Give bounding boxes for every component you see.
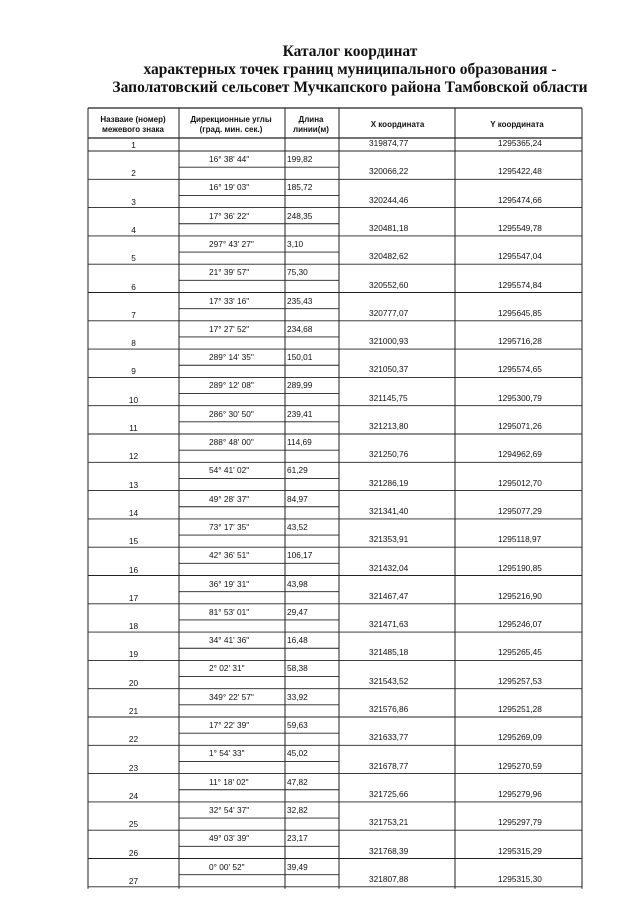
y-coordinate: 1295257,53 xyxy=(498,675,542,686)
x-coordinate: 321000,93 xyxy=(369,336,409,347)
point-number: 1 xyxy=(131,140,136,150)
line-length: 235,43 xyxy=(287,295,313,306)
x-coordinate: 321807,88 xyxy=(369,873,409,884)
x-coordinate: 321286,19 xyxy=(369,477,409,488)
direction-angle: 288° 48' 00" xyxy=(209,437,254,447)
line-length: 16,48 xyxy=(287,635,308,646)
x-coordinate: 320066,22 xyxy=(369,166,409,177)
direction-angle: 16° 19' 03" xyxy=(209,182,250,193)
y-coordinate: 1295071,26 xyxy=(498,421,542,431)
point-number: 9 xyxy=(131,366,136,377)
point-number: 23 xyxy=(128,762,139,773)
x-coordinate: 320482,62 xyxy=(369,251,409,262)
y-coordinate: 1295549,78 xyxy=(498,222,542,233)
point-number: 10 xyxy=(128,394,139,405)
direction-angle: 17° 22' 39" xyxy=(209,720,250,730)
x-coordinate: 321353,91 xyxy=(369,534,409,545)
x-coordinate: 321768,39 xyxy=(369,845,409,856)
x-coordinate: 321543,52 xyxy=(369,675,409,686)
point-number: 22 xyxy=(128,734,139,745)
direction-angle: 1° 54' 33" xyxy=(209,748,245,759)
y-coordinate: 1295216,90 xyxy=(498,590,542,601)
line-length: 45,02 xyxy=(287,748,308,759)
point-number: 8 xyxy=(131,338,136,349)
point-number: 12 xyxy=(128,451,139,462)
x-coordinate: 321213,80 xyxy=(369,421,409,431)
line-length: 199,82 xyxy=(287,154,313,164)
x-coordinate: 320244,46 xyxy=(369,194,409,205)
direction-angle: 17° 36' 22" xyxy=(209,210,250,221)
direction-angle: 2° 02' 31" xyxy=(209,663,245,674)
x-coordinate: 321432,04 xyxy=(369,562,409,573)
x-coordinate: 321633,77 xyxy=(369,732,409,743)
line-length: 23,17 xyxy=(287,833,308,844)
y-coordinate: 1295279,96 xyxy=(498,788,542,799)
direction-angle: 289° 14' 35" xyxy=(209,352,254,363)
y-coordinate: 1295315,30 xyxy=(498,873,542,884)
direction-angle: 16° 38' 44" xyxy=(209,154,250,164)
line-length: 43,52 xyxy=(287,521,308,532)
point-number: 20 xyxy=(128,677,139,688)
x-coordinate: 321250,76 xyxy=(369,449,409,460)
header-length: Длина линии(м) xyxy=(293,115,329,134)
x-coordinate: 319874,77 xyxy=(369,138,409,148)
line-length: 58,38 xyxy=(287,663,308,674)
point-number: 17 xyxy=(128,592,139,603)
point-number: 24 xyxy=(128,790,139,801)
y-coordinate: 1295300,79 xyxy=(498,392,542,403)
line-length: 289,99 xyxy=(287,380,313,391)
point-number: 11 xyxy=(129,423,138,433)
y-coordinate: 1295574,84 xyxy=(498,279,542,290)
point-number: 3 xyxy=(131,196,136,207)
x-coordinate: 321467,47 xyxy=(369,590,409,601)
direction-angle: 21° 39' 57" xyxy=(209,267,250,278)
direction-angle: 81° 53' 01" xyxy=(209,606,250,617)
x-coordinate: 321753,21 xyxy=(369,817,409,828)
x-coordinate: 320552,60 xyxy=(369,279,409,290)
line-length: 84,97 xyxy=(287,493,308,504)
point-number: 21 xyxy=(128,706,139,716)
x-coordinate: 321678,77 xyxy=(369,760,409,771)
x-coordinate: 321471,63 xyxy=(369,619,409,630)
line-length: 106,17 xyxy=(287,550,313,561)
line-length: 234,68 xyxy=(287,323,313,334)
y-coordinate: 1295251,28 xyxy=(498,704,542,714)
x-coordinate: 321576,86 xyxy=(369,704,409,714)
line-length: 47,82 xyxy=(287,776,308,787)
direction-angle: 286° 30' 50" xyxy=(209,408,254,419)
header-x: X координата xyxy=(370,120,425,129)
header-name: Назваие (номер) межевого знака xyxy=(100,115,166,134)
y-coordinate: 1295645,85 xyxy=(498,307,542,318)
line-length: 114,69 xyxy=(287,437,312,447)
y-coordinate: 1295422,48 xyxy=(498,166,542,177)
x-coordinate: 320481,18 xyxy=(369,222,409,233)
y-coordinate: 1295547,04 xyxy=(498,251,542,262)
line-length: 3,10 xyxy=(287,238,304,249)
y-coordinate: 1295190,85 xyxy=(498,562,542,573)
line-length: 248,35 xyxy=(287,210,313,221)
x-coordinate: 321341,40 xyxy=(369,505,409,516)
line-length: 150,01 xyxy=(287,352,313,363)
line-length: 32,82 xyxy=(287,804,308,815)
direction-angle: 54° 41' 02" xyxy=(209,465,250,476)
line-length: 43,98 xyxy=(287,578,308,589)
catalog-title: Каталог координат xyxy=(282,43,418,60)
direction-angle: 36° 19' 31" xyxy=(209,578,250,589)
x-coordinate: 321050,37 xyxy=(369,364,409,375)
y-coordinate: 1295297,79 xyxy=(498,817,542,828)
header-y: Y координата xyxy=(490,120,544,129)
direction-angle: 17° 27' 52" xyxy=(209,323,250,334)
x-coordinate: 320777,07 xyxy=(369,307,409,318)
y-coordinate: 1294962,69 xyxy=(498,449,542,460)
point-number: 25 xyxy=(128,819,139,830)
line-length: 39,49 xyxy=(287,861,308,872)
direction-angle: 42° 36' 51" xyxy=(209,550,250,561)
point-number: 6 xyxy=(131,281,136,292)
point-number: 14 xyxy=(128,507,139,518)
direction-angle: 32° 54' 37" xyxy=(209,804,250,815)
point-number: 7 xyxy=(131,309,136,320)
point-number: 15 xyxy=(128,536,139,547)
line-length: 185,72 xyxy=(287,182,313,193)
y-coordinate: 1295270,59 xyxy=(498,760,542,771)
x-coordinate: 321145,75 xyxy=(369,392,408,403)
y-coordinate: 1295315,29 xyxy=(498,845,542,856)
y-coordinate: 1295474,66 xyxy=(498,194,542,205)
direction-angle: 17° 33' 16" xyxy=(209,295,250,306)
point-number: 13 xyxy=(128,479,139,490)
y-coordinate: 1295265,45 xyxy=(498,647,542,658)
line-length: 33,92 xyxy=(287,691,308,702)
line-length: 75,30 xyxy=(287,267,308,278)
line-length: 59,63 xyxy=(287,720,308,730)
y-coordinate: 1295012,70 xyxy=(498,477,542,488)
direction-angle: 73° 17' 35" xyxy=(209,521,250,532)
point-number: 26 xyxy=(128,847,139,858)
direction-angle: 0° 00' 52" xyxy=(209,861,245,872)
direction-angle: 297° 43' 27" xyxy=(209,238,254,249)
point-number: 2 xyxy=(131,168,136,179)
x-coordinate: 321485,18 xyxy=(369,647,409,658)
y-coordinate: 1295269,09 xyxy=(498,732,542,743)
line-length: 61,29 xyxy=(287,465,308,476)
point-number: 16 xyxy=(128,564,139,575)
point-number: 5 xyxy=(131,253,136,264)
header-angle: Дирекционные углы (град. мин. сек.) xyxy=(190,115,272,134)
y-coordinate: 1295574,65 xyxy=(498,364,542,375)
point-number: 4 xyxy=(131,224,136,235)
y-coordinate: 1295118,97 xyxy=(498,534,542,545)
y-coordinate: 1295716,28 xyxy=(498,336,542,347)
point-number: 19 xyxy=(128,649,139,660)
point-number: 27 xyxy=(128,875,139,886)
catalog-subtitle-location: Заполатовский сельсовет Мучкапского района Тамбовской области xyxy=(112,79,588,96)
point-number: 18 xyxy=(128,621,139,632)
direction-angle: 49° 03' 39" xyxy=(209,833,250,844)
direction-angle: 289° 12' 08" xyxy=(209,380,254,391)
x-coordinate: 321725,66 xyxy=(369,788,409,799)
catalog-subtitle: характерных точек границ муниципального образования - xyxy=(143,61,557,78)
direction-angle: 349° 22' 57" xyxy=(209,691,254,702)
line-length: 239,41 xyxy=(287,408,313,419)
direction-angle: 49° 28' 37" xyxy=(209,493,250,504)
direction-angle: 34° 41' 36" xyxy=(209,635,250,646)
direction-angle: 11° 18' 02" xyxy=(209,776,249,787)
y-coordinate: 1295246,07 xyxy=(498,619,542,630)
line-length: 29,47 xyxy=(287,606,308,617)
y-coordinate: 1295365,24 xyxy=(498,138,542,148)
y-coordinate: 1295077,29 xyxy=(498,505,542,516)
